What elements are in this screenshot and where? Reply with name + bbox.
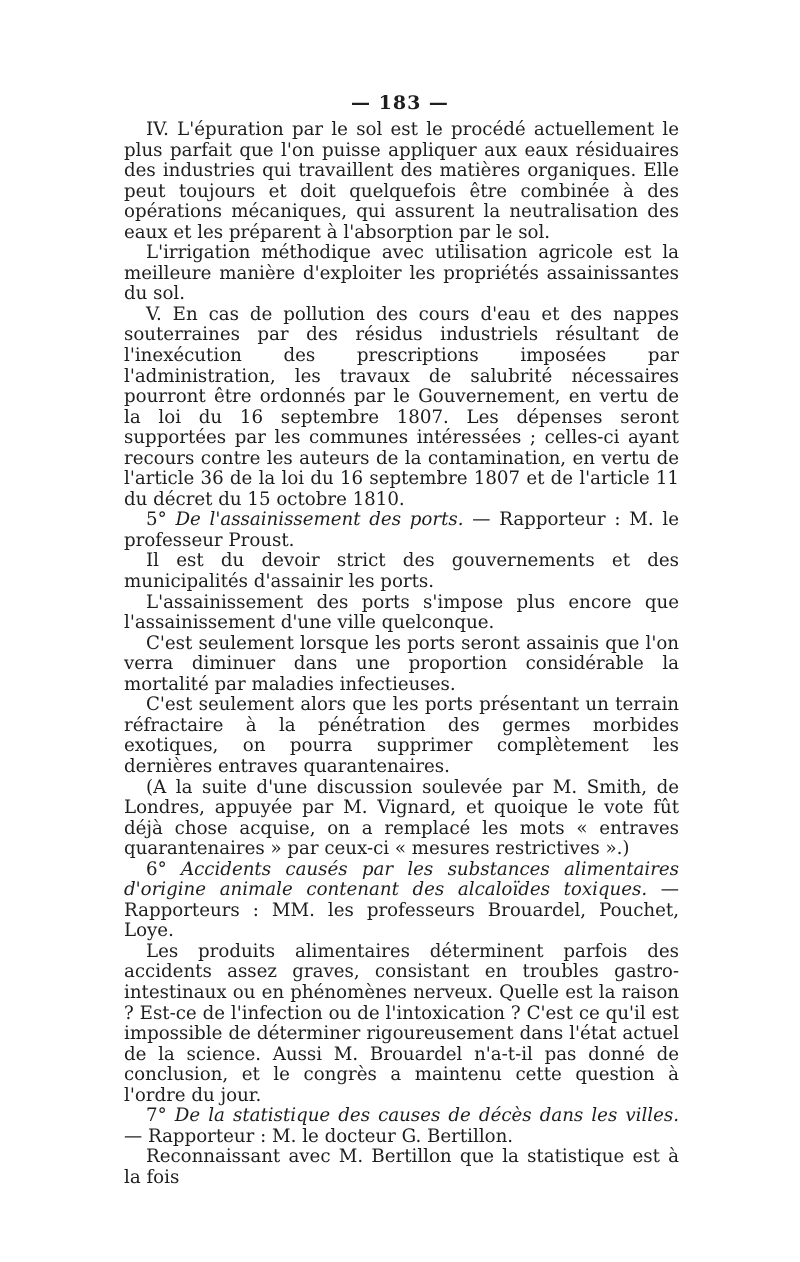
section-title: De la statistique des causes de décès dans les villes.	[174, 1105, 679, 1127]
paragraph-text: — Rapporteurs : MM. les professeurs Brouardel, Pouchet, Loye.	[124, 879, 679, 942]
section-title: Accidents causés par les substances alimentaires d'origine animale contenant des alcaloïdes toxiques.	[124, 858, 680, 901]
paragraph	[124, 860, 679, 942]
paragraph	[124, 942, 679, 1106]
paragraph	[124, 243, 679, 305]
paragraph	[124, 593, 679, 634]
paragraph-text: Les produits alimentaires déterminent parfois des accidents assez graves, consistant en troubles gastro-intestinaux ou en phénomènes nerveux. Quelle est la raison ? Est-ce de l'infection ou de l'intoxication ? C'est ce qu'il est impossible de déterminer rigoureusement dans l'état actuel de la science. Aussi M. Brouardel n'a-t-il pas donné de conclusion, et le congrès a maintenu cette question à l'ordre du jour.	[124, 940, 679, 1106]
paragraph-text: V. En cas de pollution des cours d'eau et des nappes souterraines par des résidus industriels résultant de l'inexécution des prescriptions imposées par l'administration, les travaux de salubrité nécessaires pourront être ordonnés par le Gouvernement, en vertu de la loi du 16 septembre 1807. Les dépenses seront supportées par les communes intéressées ; celles-ci ayant recours contre les auteurs de la contamination, en vertu de l'article 36 de la loi du 16 septembre 1807 et de l'article 11 du décret du 15 octobre 1810.	[124, 303, 679, 510]
paragraph-text: L'irrigation méthodique avec utilisation agricole est la meilleure manière d'exploiter les propriétés assainissantes du sol.	[124, 242, 679, 305]
paragraph	[124, 551, 679, 592]
paragraph	[124, 510, 679, 551]
paragraph-text: — Rapporteur : M. le docteur G. Bertillon.	[124, 1125, 514, 1147]
paragraph	[124, 1147, 679, 1188]
section-number: 5°	[146, 509, 176, 531]
paragraph-text: C'est seulement alors que les ports présentant un terrain réfractaire à la pénétration des germes morbides exotiques, on pourra supprimer complètement les dernières entraves quarantenaires.	[124, 694, 679, 777]
paragraph	[124, 634, 679, 696]
paragraph-text: — Rapporteur : M. le professeur Proust.	[124, 509, 679, 551]
body-text	[124, 120, 679, 1188]
paragraph-text: IV. L'épuration par le sol est le procédé actuellement le plus parfait que l'on puisse appliquer aux eaux résiduaires des industries qui travaillent des matières organiques. Elle peut toujours et doit quelquefois être combinée à des opérations mécaniques, qui assurent la neutralisation des eaux et les préparent à l'absorption par le sol.	[124, 119, 679, 243]
paragraph	[124, 1106, 679, 1147]
section-number: 7°	[146, 1105, 175, 1127]
section-title: De l'assainissement des ports.	[175, 509, 464, 531]
paragraph-text: L'assainissement des ports s'impose plus encore que l'assainissement d'une ville quelconque.	[124, 591, 679, 634]
paragraph	[124, 120, 679, 243]
section-number: 6°	[146, 858, 181, 880]
paragraph	[124, 305, 679, 510]
paragraph	[124, 778, 679, 860]
paragraph-text: Reconnaissant avec M. Bertillon que la statistique est à la fois	[124, 1146, 679, 1188]
paragraph	[124, 695, 679, 777]
paragraph-text: C'est seulement lorsque les ports seront assainis que l'on verra diminuer dans une proportion considérable la mortalité par maladies infectieuses.	[124, 632, 679, 695]
paragraph-text: (A la suite d'une discussion soulevée par M. Smith, de Londres, appuyée par M. Vignard, et quoique le vote fût déjà chose acquise, on a remplacé les mots « entraves quarantenaires » par ceux-ci « mesures restrictives ».)	[124, 776, 679, 860]
page-number: — 183 —	[351, 92, 449, 114]
paragraph-text: Il est du devoir strict des gouvernements et des municipalités d'assainir les ports.	[124, 550, 679, 593]
